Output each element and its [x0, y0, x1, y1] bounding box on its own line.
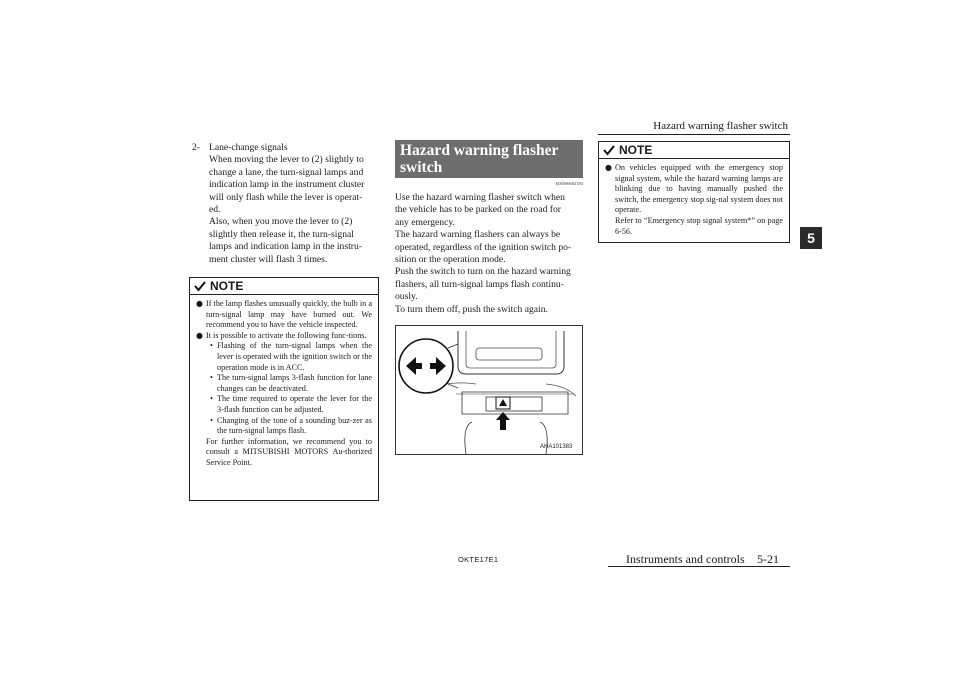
item-body: [209, 142, 380, 266]
footer-code: OKTE17E1: [458, 555, 499, 564]
sub-bullet-icon: •: [210, 373, 213, 383]
page-number: 5-21: [757, 552, 779, 566]
note-bullet: ● It is possible to activate the following func-tions.: [196, 330, 367, 340]
note-box-right: [598, 141, 790, 243]
section-body: Use the hazard warning flasher switch when the vehicle has to be parked on the road for any emergency. The hazard warning flashers can always be operated, regardless of the ignition switch po- sition or the operation mode. Push the switch to turn on the hazard warning flashers, all turn-signal lamps flash continu- ously. To turn them off, push the switch again.: [395, 192, 572, 315]
note-box-left: [189, 277, 379, 501]
bullet-icon: ●: [196, 299, 203, 308]
chapter-tab: 5: [800, 227, 822, 249]
note-label: NOTE: [619, 143, 653, 157]
item-line: Lane-change signals: [209, 142, 288, 153]
note-header: [599, 142, 789, 159]
note-followup: Refer to “Emergency stop signal system*” on page 6-56.: [615, 215, 783, 236]
sub-bullet-icon: •: [210, 341, 213, 351]
bullet-icon: ●: [605, 163, 612, 172]
note-label: NOTE: [210, 279, 244, 293]
note-bullet: ● On vehicles equipped with the emergency stop signal system, while the hazard warning lamps are blinking due to having manually pushed the switch, the emergency stop sig-nal system does not operate.: [605, 163, 783, 215]
header-rule: [598, 134, 790, 135]
item-line: ed.: [209, 204, 221, 216]
note-sub-bullet: • Changing of the tone of a sounding buz-zer as the turn-signal lamps flash.: [210, 415, 372, 436]
item-line: ment cluster will flash 3 times.: [209, 253, 328, 265]
item-line: lamps and indication lamp in the instru-: [209, 241, 362, 253]
figure-code: AHA101383: [540, 444, 573, 450]
item-line: Also, when you move the lever to (2): [209, 216, 353, 228]
note-check-icon: [194, 280, 206, 292]
note-bullet: ● If the lamp flashes unusually quickly, the bulb in a turn-signal lamp may have burned out. We recommend you to have the vehicle inspected.: [196, 299, 372, 330]
sub-bullet-icon: •: [210, 415, 213, 425]
item-line: change a lane, the turn-signal lamps and: [209, 166, 364, 178]
sub-bullet-icon: •: [210, 394, 213, 404]
item-line: slightly then release it, the turn-signal: [209, 228, 354, 240]
note-check-icon: [603, 144, 615, 156]
item-line: indication lamp in the instrument cluster: [209, 179, 365, 191]
note-body: [190, 295, 378, 473]
bullet-icon: ●: [196, 330, 203, 340]
dashboard-illustration: [396, 326, 582, 454]
item-number: 2-: [192, 142, 200, 153]
note-sub-bullet: • Flashing of the turn-signal lamps when the lever is operated with the ignition switch or the operation mode is in ACC.: [210, 341, 372, 372]
footer-section: Instruments and controls: [626, 552, 745, 566]
section-code: E00506602183: [555, 181, 583, 186]
section-title: Hazard warning flasher switch: [395, 140, 583, 178]
note-header: [190, 278, 378, 295]
running-header: Hazard warning flasher switch: [653, 120, 788, 132]
footer-rule: [608, 566, 790, 567]
hazard-switch-illustration: [395, 325, 583, 455]
item-line: will only flash while the lever is operat-: [209, 191, 363, 203]
note-sub-bullet: • The time required to operate the lever for the 3-flash function can be adjusted.: [210, 394, 372, 414]
item-line: When moving the lever to (2) slightly to: [209, 154, 364, 166]
note-sub-bullet: • The turn-signal lamps 3-flash function for lane changes can be deactivated.: [210, 373, 372, 393]
note-body: [599, 159, 789, 241]
note-followup: For further information, we recommend you to consult a MITSUBISHI MOTORS Au-thorized Service Point.: [206, 436, 372, 467]
